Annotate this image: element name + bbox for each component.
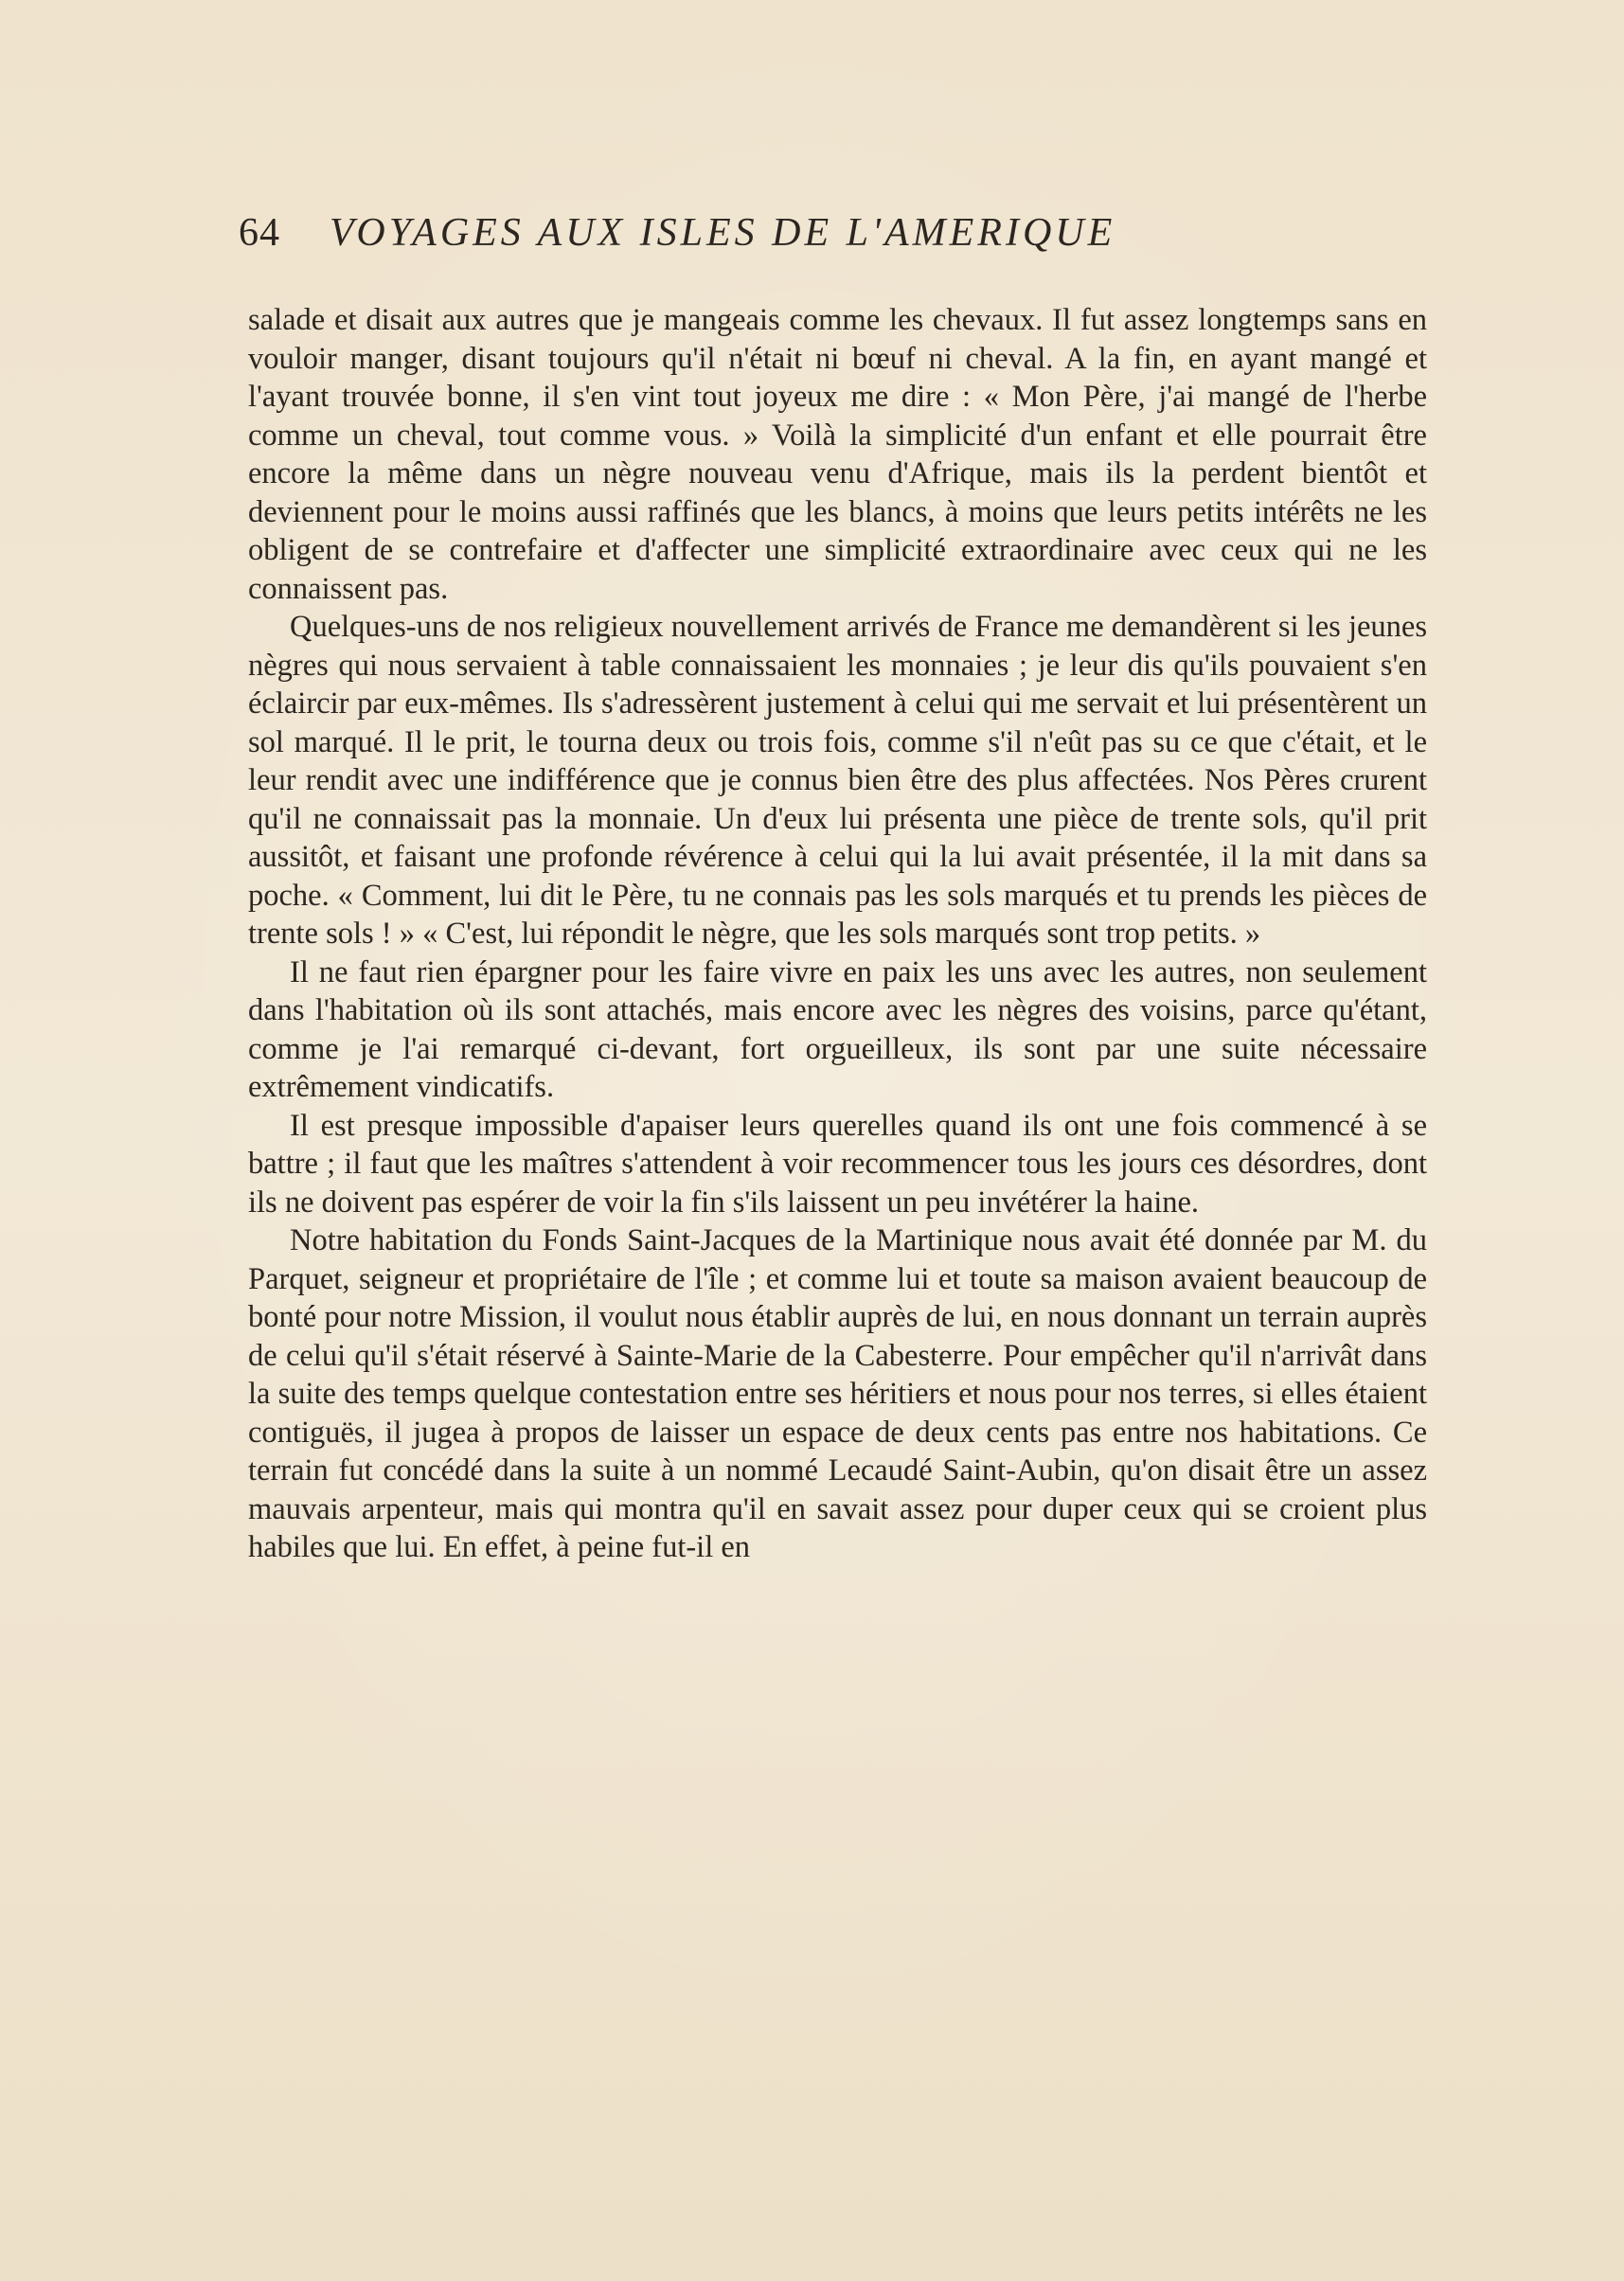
paragraph: Il est presque impossible d'apaiser leurs querelles quand ils ont une fois commencé à se battre ; il faut que les maîtres s'attendent à voir recommencer tous les jours ces désordres, dont ils ne doivent pas espérer de voir la fin s'ils laissent un peu invétérer la haine. xyxy=(248,1108,1427,1220)
paragraph: Quelques-uns de nos religieux nouvellement arrivés de France me demandèrent si les jeunes nègres qui nous servaient à table connaissaient les monnaies ; je leur dis qu'ils pouvaient s'en éclaircir par eux-mêmes. Ils s'adressèrent justement à celui qui me servait et lui présentèrent un sol marqué. Il le prit, le tourna deux ou trois fois, comme s'il n'eût pas su ce que c'était, et le leur rendit avec une indifférence que je connus bien être des plus affectées. Nos Pères crurent qu'il ne connaissait pas la monnaie. Un d'eux lui présenta une pièce de trente sols, qu'il prit aussitôt, et faisant une profonde révérence à celui qui la lui avait présentée, il la mit dans sa poche. « Comment, lui dit le Père, tu ne connais pas les sols marqués et tu prends les pièces de trente sols ! » « C'est, lui répondit le nègre, que les sols marqués sont trop petits. » xyxy=(248,610,1427,951)
book-title: VOYAGES AUX ISLES DE L'AMERIQUE xyxy=(330,211,1116,255)
body-text xyxy=(248,301,1427,1930)
paragraph: salade et disait aux autres que je mangeais comme les chevaux. Il fut assez longtemps sans en vouloir manger, disant toujours qu'il n'était ni bœuf ni cheval. A la fin, en ayant mangé et l'ayant trouvée bonne, il s'en vint tout joyeux me dire : « Mon Père, j'ai mangé de l'herbe comme un cheval, tout comme vous. » Voilà la simplicité d'un enfant et elle pourrait être encore la même dans un nègre nouveau venu d'Afrique, mais ils la perdent bientôt et deviennent pour le moins aussi raffinés que les blancs, à moins que leurs petits intérêts ne les obligent de se contrefaire et d'affecter une simplicité extraordinaire avec ceux qui ne les connaissent pas. xyxy=(248,303,1427,606)
running-head xyxy=(239,210,1422,267)
page-number: 64 xyxy=(239,211,280,255)
paragraph: Notre habitation du Fonds Saint-Jacques de la Martinique nous avait été donnée par M. du Parquet, seigneur et propriétaire de l'île ; et comme lui et toute sa maison avaient beaucoup de bonté pour notre Mission, il voulut nous établir auprès de lui, en nous donnant un terrain auprès de celui qu'il s'était réservé à Sainte-Marie de la Cabesterre. Pour empêcher qu'il n'arrivât dans la suite des temps quelque contestation entre ses héritiers et nous pour nos terres, si elles étaient contiguës, il jugea à propos de laisser un espace de deux cents pas entre nos habitations. Ce terrain fut concédé dans la suite à un nommé Lecaudé Saint-Aubin, qu'on disait être un assez mauvais arpenteur, mais qui montra qu'il en savait assez pour duper ceux qui se croient plus habiles que lui. En effet, à peine fut-il en xyxy=(248,1223,1427,1564)
paragraph: Il ne faut rien épargner pour les faire vivre en paix les uns avec les autres, non seulement dans l'habitation où ils sont attachés, mais encore avec les nègres des voisins, parce qu'étant, comme je l'ai remarqué ci-devant, fort orgueilleux, ils sont par une suite nécessaire extrêmement vindicatifs. xyxy=(248,954,1427,1104)
